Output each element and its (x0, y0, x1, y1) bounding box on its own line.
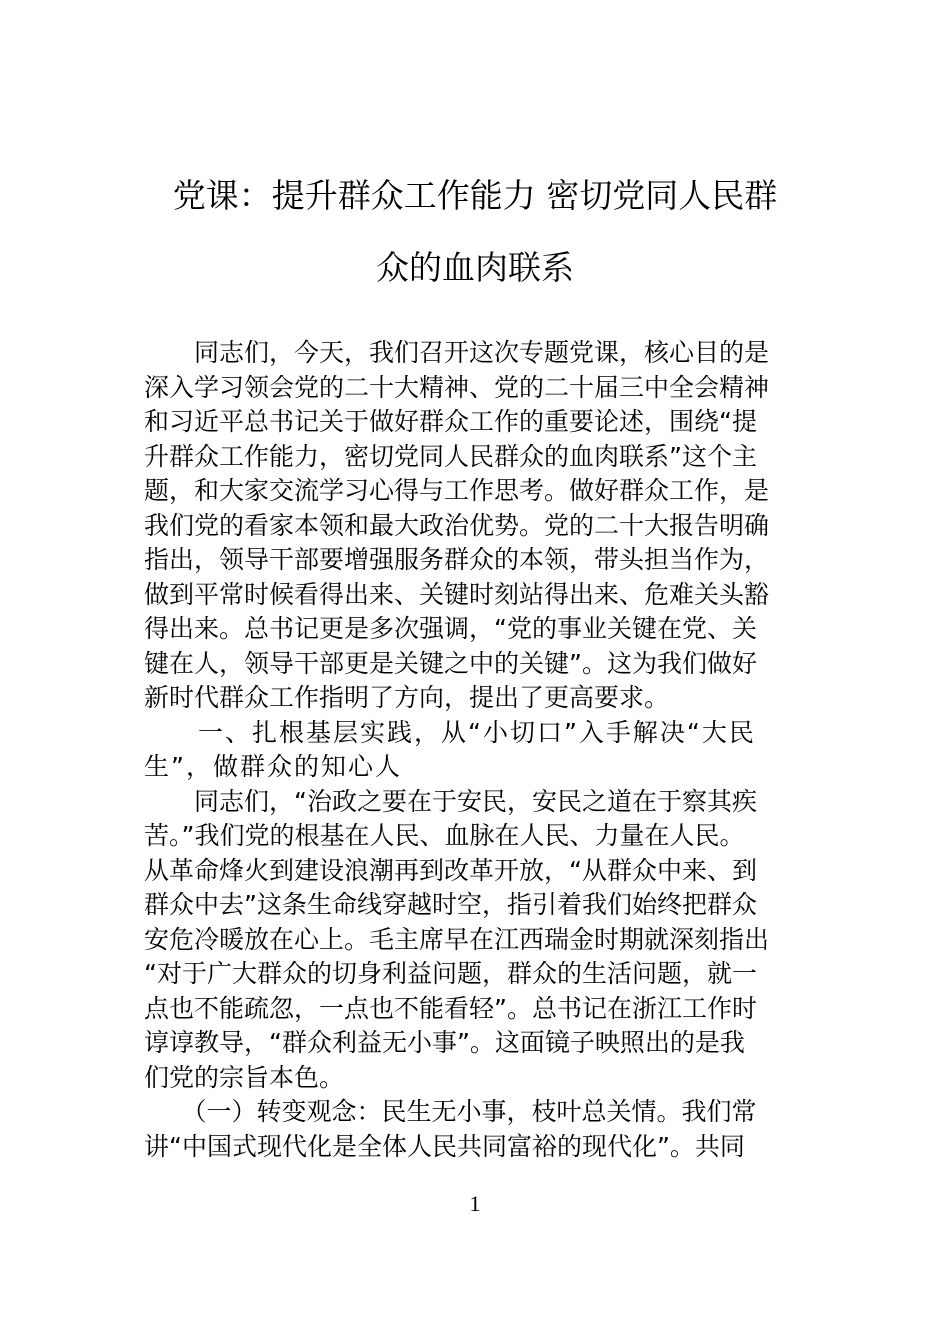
document-title-line-1: 党课：提升群众工作能力 密切党同人民群 (172, 176, 778, 215)
section-paragraph-line: 苦。”我们党的根基在人民、血脉在人民、力量在人民。 (144, 821, 745, 850)
intro-paragraph-line: 做到平常时候看得出来、关键时刻站得出来、危难关头豁 (144, 579, 770, 609)
section-heading-line: 一、扎根基层实践，从“小切口”入手解决“大民 (144, 717, 756, 747)
section-paragraph-line: 群众中去”这条生命线穿越时空，指引着我们始终把群众 (144, 890, 757, 919)
section-paragraph-line: 谆谆教导，“群众利益无小事”。这面镜子映照出的是我 (144, 1028, 745, 1057)
section-paragraph-line: “对于广大群众的切身利益问题，群众的生活问题，就一 (144, 959, 757, 988)
intro-paragraph-line: 我们党的看家本领和最大政治优势。党的二十大报告明确 (144, 510, 770, 540)
intro-paragraph-line: 得出来。总书记更是多次强调，“党的事业关键在党、关 (144, 614, 757, 643)
intro-paragraph-line: 深入学习领会党的二十大精神、党的二十届三中全会精神 (144, 372, 770, 402)
intro-paragraph-line: 升群众工作能力，密切党同人民群众的血肉联系”这个主 (144, 441, 757, 471)
intro-paragraph-line: 新时代群众工作指明了方向，提出了更高要求。 (144, 683, 670, 712)
intro-paragraph-line: 指出，领导干部要增强服务群众的本领，带头担当作为， (144, 545, 770, 574)
section-paragraph-line: 安危冷暖放在心上。毛主席早在江西瑞金时期就深刻指出 (144, 924, 770, 954)
intro-paragraph-line: 同志们，今天，我们召开这次专题党课，核心目的是 (144, 338, 770, 367)
section-heading-line: 生”，做群众的知心人 (144, 752, 402, 781)
intro-paragraph-line: 题，和大家交流学习心得与工作思考。做好群众工作，是 (144, 476, 770, 505)
subsection-paragraph-line: 讲“中国式现代化是全体人民共同富裕的现代化”。共同 (144, 1131, 745, 1161)
page-number: 1 (469, 1191, 481, 1216)
intro-paragraph-line: 键在人，领导干部更是关键之中的关键”。这为我们做好 (144, 648, 757, 678)
intro-paragraph-line: 和习近平总书记关于做好群众工作的重要论述，围绕“提 (144, 407, 757, 436)
document-title-line-2: 众的血肉联系 (376, 248, 574, 287)
document-body (144, 336, 844, 1164)
section-paragraph-line: 同志们，“治政之要在于安民，安民之道在于察其疾 (144, 786, 757, 816)
subsection-paragraph-line: （一）转变观念：民生无小事，枝叶总关情。我们常 (144, 1097, 757, 1126)
section-paragraph-line: 从革命烽火到建设浪潮再到改革开放，“从群众中来、到 (144, 855, 757, 885)
section-paragraph-line: 们党的宗旨本色。 (144, 1062, 345, 1092)
section-paragraph-line: 点也不能疏忽，一点也不能看轻”。总书记在浙江工作时 (144, 993, 757, 1023)
